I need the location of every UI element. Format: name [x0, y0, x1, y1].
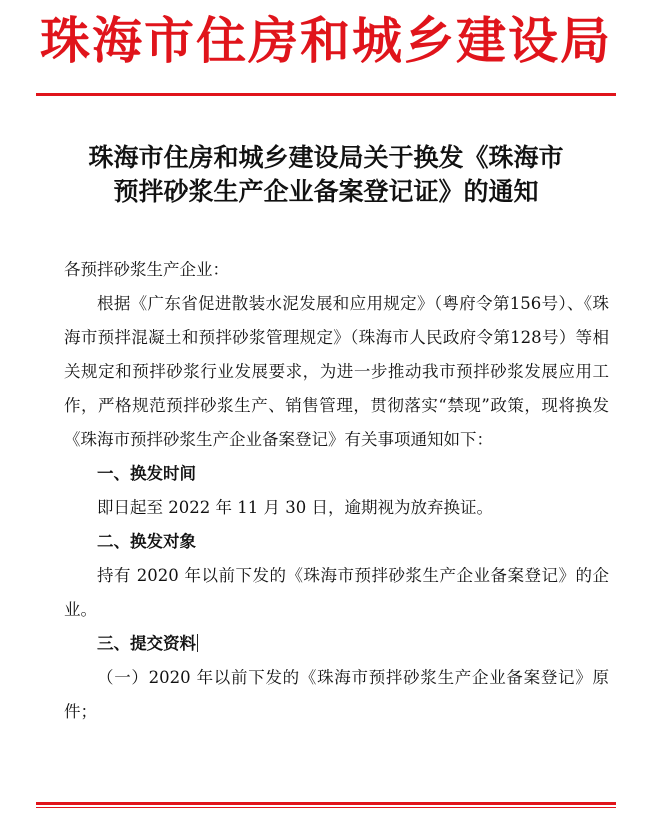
footer-red-rule-thin	[36, 807, 616, 808]
document-title	[40, 141, 612, 209]
document-body	[64, 253, 609, 729]
section-text-target: 持有 2020 年以前下发的《珠海市预拌砂浆生产企业备案登记》的企业。	[64, 566, 609, 619]
footer-red-rule-thick	[36, 802, 616, 805]
title-line-1: 珠海市住房和城乡建设局关于换发《珠海市	[88, 143, 564, 172]
section-heading-materials-row	[64, 627, 609, 661]
section-text-time: 即日起至 2022 年 11 月 30 日，逾期视为放弃换证。	[97, 498, 493, 517]
section-heading-target: 二、换发对象	[97, 532, 196, 551]
masthead-title: 珠海市住房和城乡建设局	[40, 11, 612, 70]
title-line-2: 预拌砂浆生产企业备案登记证》的通知	[113, 177, 539, 206]
salutation: 各预拌砂浆生产企业：	[64, 260, 229, 279]
text-cursor	[197, 634, 198, 652]
section-heading-time: 一、换发时间	[97, 464, 196, 483]
section-text-materials: （一）2020 年以前下发的《珠海市预拌砂浆生产企业备案登记》原件；	[64, 668, 609, 721]
section-heading-materials: 三、提交资料	[97, 634, 196, 653]
intro-paragraph: 根据《广东省促进散装水泥发展和应用规定》（粤府令第156号）、《珠海市预拌混凝土和预拌砂浆管理规定》（珠海市人民政府令第128号）等相关规定和预拌砂浆行业发展要求，为进一步推动我市预拌砂浆发展应用工作，严格规范预拌砂浆生产、销售管理，贯彻落实“禁现”政策，现将换发《珠海市预拌砂浆生产企业备案登记》有关事项通知如下：	[64, 294, 609, 449]
masthead-red-rule	[36, 93, 616, 96]
